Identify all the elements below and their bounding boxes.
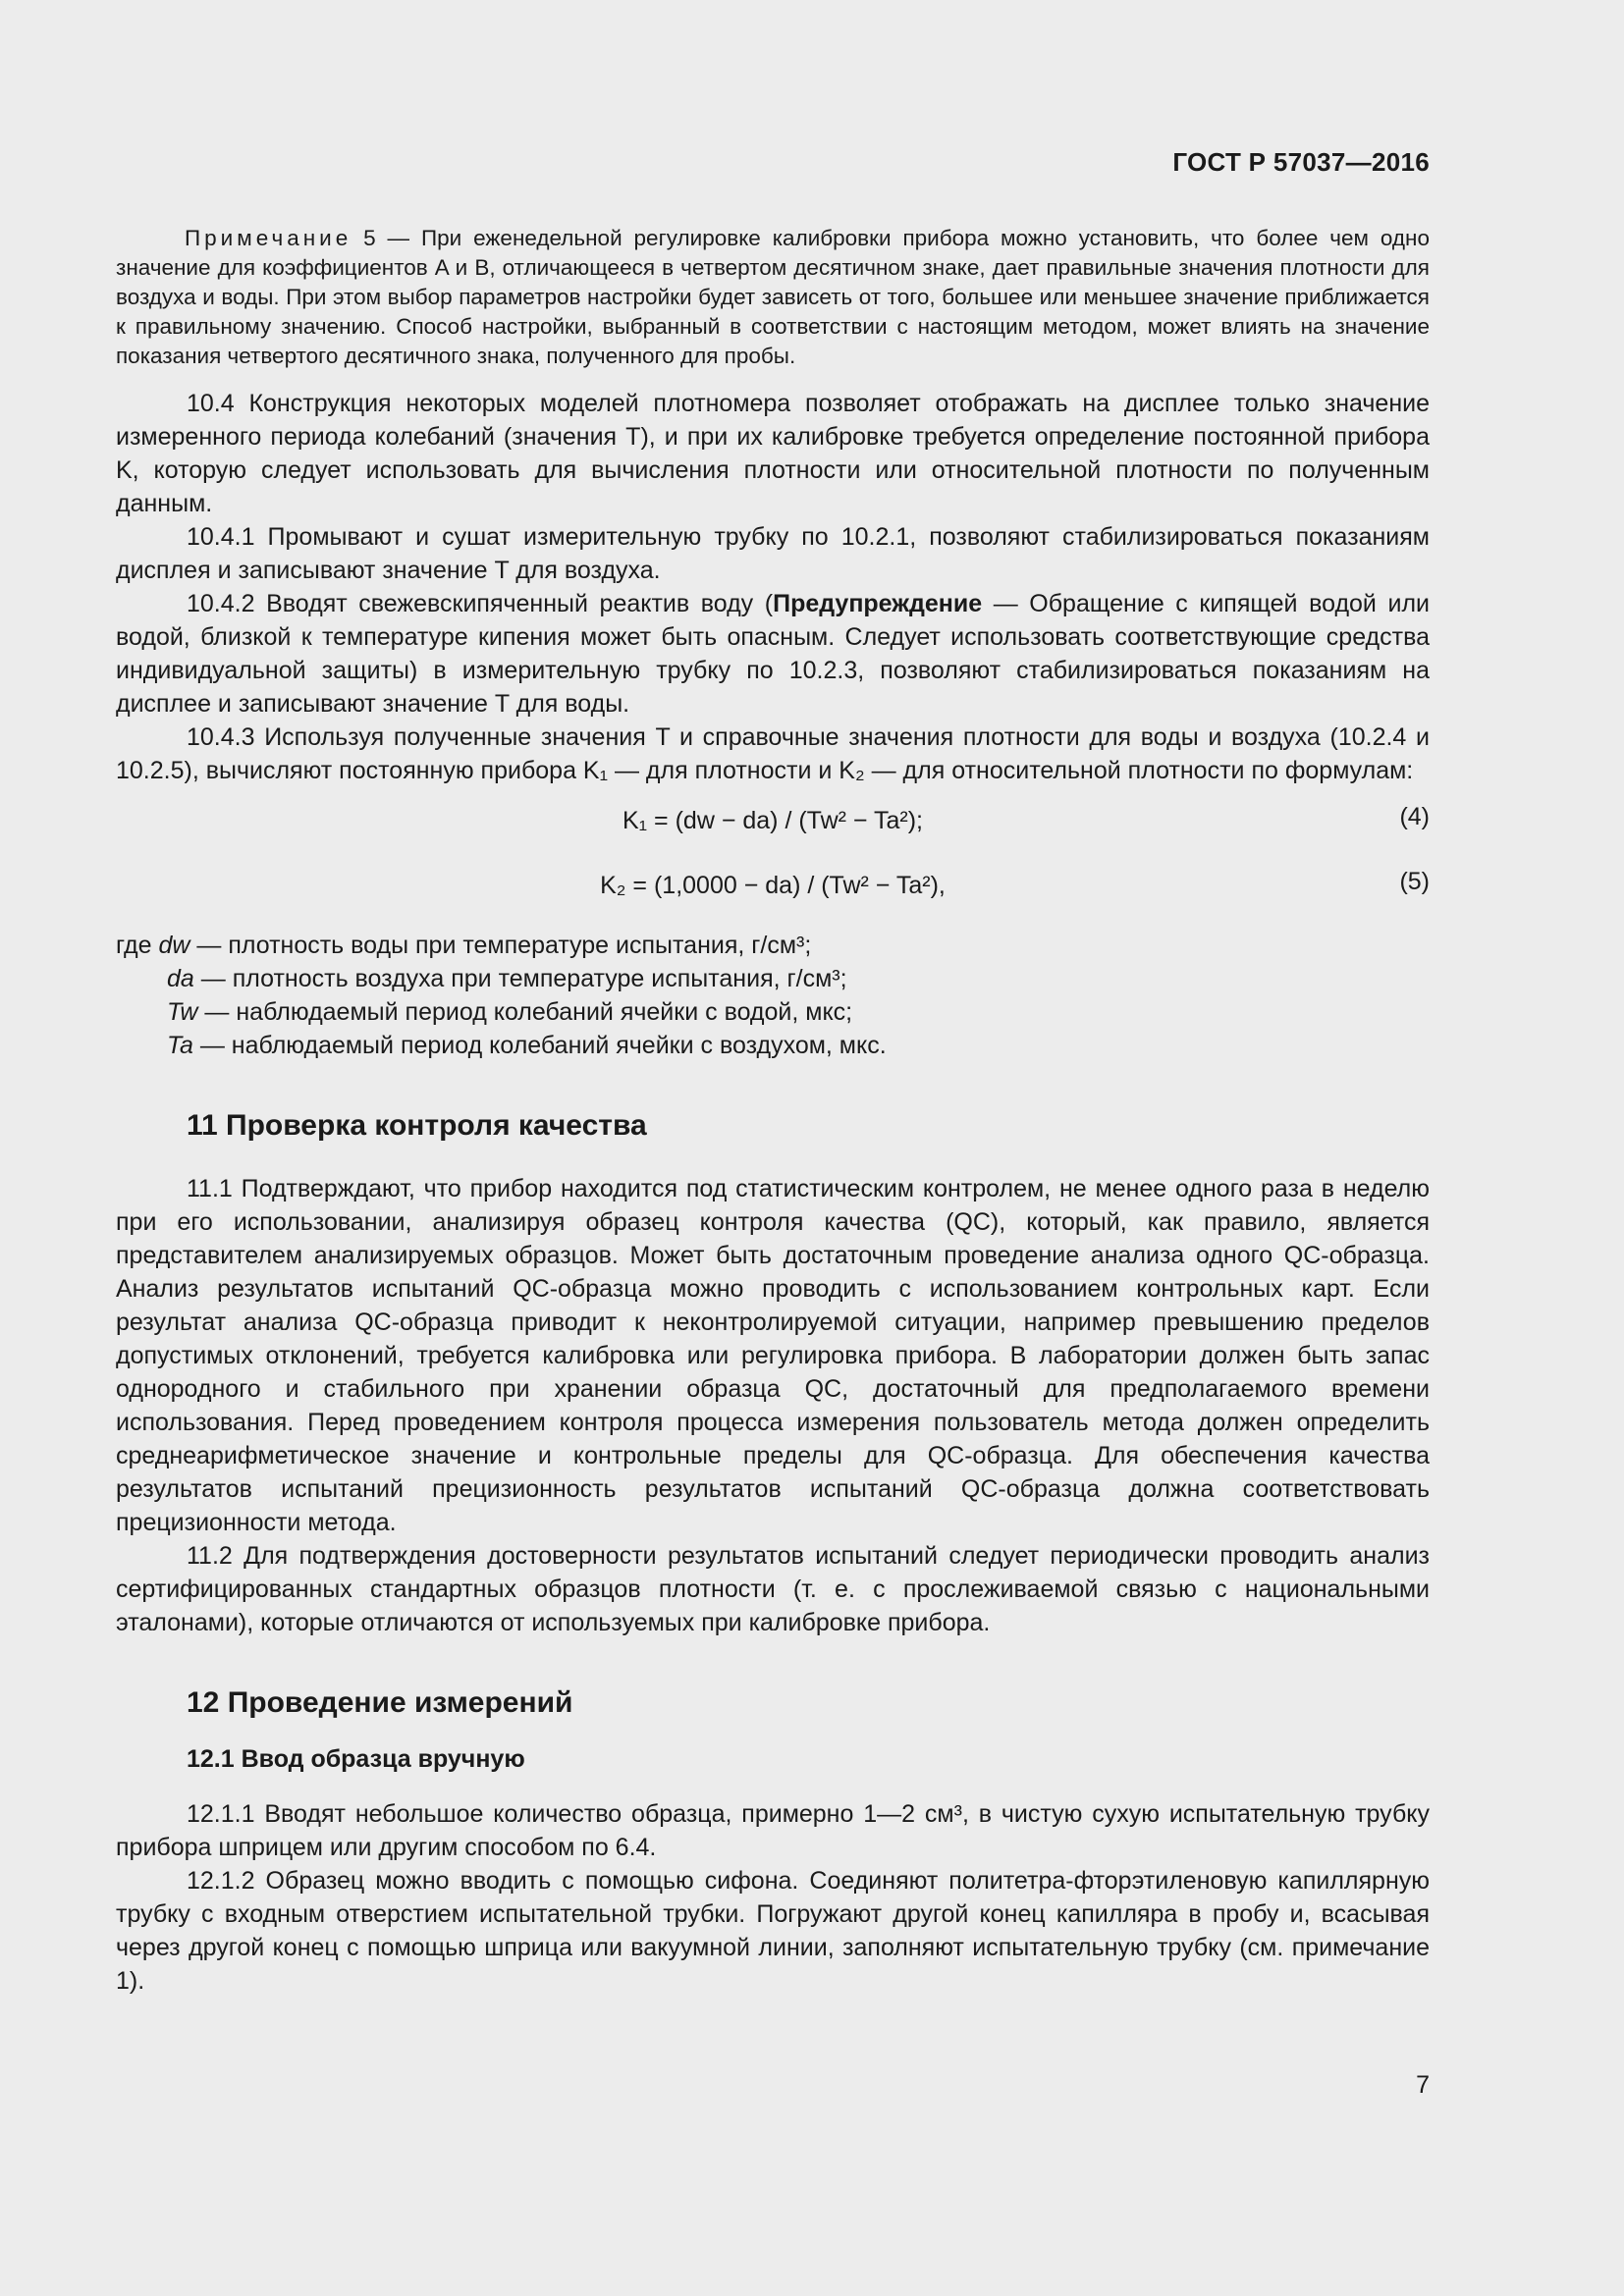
paragraph-12-1-2: 12.1.2 Образец можно вводить с помощью сифона. Соединяют политетра-фторэтиленовую капиллярную трубку с входным отверстием испытательной трубки. Погружают другой конец капилляра в пробу и, всасывая через другой конец с помощью шприца или вакуумной линии, заполняют испытательную трубку (см. примечание 1). [116,1867,1430,1995]
note-5 [116,224,1430,371]
formula-4-expression: K₁ = (dw − da) / (Tw² − Ta²); [623,807,923,834]
paragraph-10-4-3: 10.4.3 Используя полученные значения T и справочные значения плотности для воды и воздуха (10.2.4 и 10.2.5), вычисляют постоянную прибора K₁ — для плотности и K₂ — для относительной плотности по формулам: [116,723,1430,784]
page-number: 7 [1416,2071,1430,2099]
definition-symbol: da [167,965,194,992]
paragraph-10-4: 10.4 Конструкция некоторых моделей плотномера позволяет отображать на дисплее только значение измеренного периода колебаний (значения T), и при их калибровке требуется определение постоянной прибора K, которую следует использовать для вычисления плотности или относительной плотности по полученным данным. [116,390,1430,517]
formula-5 [116,860,1430,925]
page-content [116,224,1430,1998]
definition-da [116,962,1430,995]
definition-ta [116,1029,1430,1062]
definition-dw [116,929,1430,962]
definition-symbol: Ta [167,1032,193,1059]
paragraph-10-4-1: 10.4.1 Промывают и сушат измерительную трубку по 10.2.1, позволяют стабилизироваться показаниям дисплея и записывают значение T для воздуха. [116,523,1430,584]
warning-label: Предупреждение [773,590,983,617]
section-12-title: 12 Проведение измерений [187,1686,573,1719]
section-11-title: 11 Проверка контроля качества [187,1109,647,1142]
definition-symbol: Tw [167,998,198,1026]
definition-text: — наблюдаемый период колебаний ячейки с водой, мкс; [197,998,853,1026]
paragraph-12-1-1: 12.1.1 Вводят небольшое количество образца, примерно 1—2 см³, в чистую сухую испытательную трубку прибора шприцем или другим способом по 6.4. [116,1800,1430,1861]
paragraph-10-4-2 [116,587,1430,721]
definition-text: — плотность воздуха при температуре испытания, г/см³; [193,965,847,992]
definitions-list [116,929,1430,1062]
paragraph-11-1: 11.1 Подтверждают, что прибор находится под статистическим контролем, не менее одного раза в неделю при его использовании, анализируя образец контроля качества (QC), который, как правило, является представителем анализируемых образцов. Может быть достаточным проведение анализа одного QC-образца. Анализ результатов испытаний QC-образца можно проводить с использованием контрольных карт. Если результат анализа QC-образца приводит к неконтролируемой ситуации, например превышению пределов допустимых отклонений, требуется калибровка или регулировка прибора. В лаборатории должен быть запас однородного и стабильного при хранении образца QC, достаточный для предполагаемого времени использования. Перед проведением контроля процесса измерения пользователь метода должен определить среднеарифметическое значение и контрольные пределы для QC-образца. Для обеспечения качества результатов испытаний прецизионность результатов испытаний QC-образца должна соответствовать прецизионности метода. [116,1175,1430,1536]
note-label: Примечание [185,226,352,250]
formula-5-expression: K₂ = (1,0000 − da) / (Tw² − Ta²), [600,872,946,899]
formula-5-number: (5) [1399,868,1430,895]
formula-4 [116,795,1430,860]
definition-tw [116,995,1430,1029]
definition-symbol: dw [158,932,190,959]
definition-lead: где [116,932,152,959]
note-text: — При еженедельной регулировке калибровки прибора можно установить, что более чем одно значение для коэффициентов A и B, отличающееся в четвертом десятичном знаке, дает правильные значения плотности для воздуха и воды. При этом выбор параметров настройки будет зависеть от того, большее или меньшее значение приближается к правильному значению. Способ настройки, выбранный в соответствии с настоящим методом, может влиять на значение показания четвертого десятичного знака, полученного для пробы. [116,226,1430,368]
paragraph-11-2: 11.2 Для подтверждения достоверности результатов испытаний следует периодически проводить анализ сертифицированных стандартных образцов плотности (т. е. с прослеживаемой связью с национальными эталонами), которые отличаются от используемых при калибровке прибора. [116,1542,1430,1636]
paragraph-10-4-2-start: 10.4.2 Вводят свежевскипяченный реактив воду ( [187,590,774,617]
definition-text: — наблюдаемый период колебаний ячейки с воздухом, мкс. [192,1032,887,1059]
standard-code-header: ГОСТ Р 57037—2016 [1172,147,1430,177]
paragraph-10-4-2-end: — Обращение с кипящей водой или водой, близкой к температуре кипения может быть опасным. Следует использовать соответствующие средства индивидуальной защиты) в измерительную трубку по 10.2.3, позволяют стабилизироваться показаниям на дисплее и записывают значение T для воды. [116,590,1430,718]
subsection-12-1-title: 12.1 Ввод образца вручную [187,1745,525,1773]
definition-text: — плотность воды при температуре испытания, г/см³; [189,932,812,959]
formula-4-number: (4) [1399,803,1430,830]
note-number: 5 [363,226,376,250]
